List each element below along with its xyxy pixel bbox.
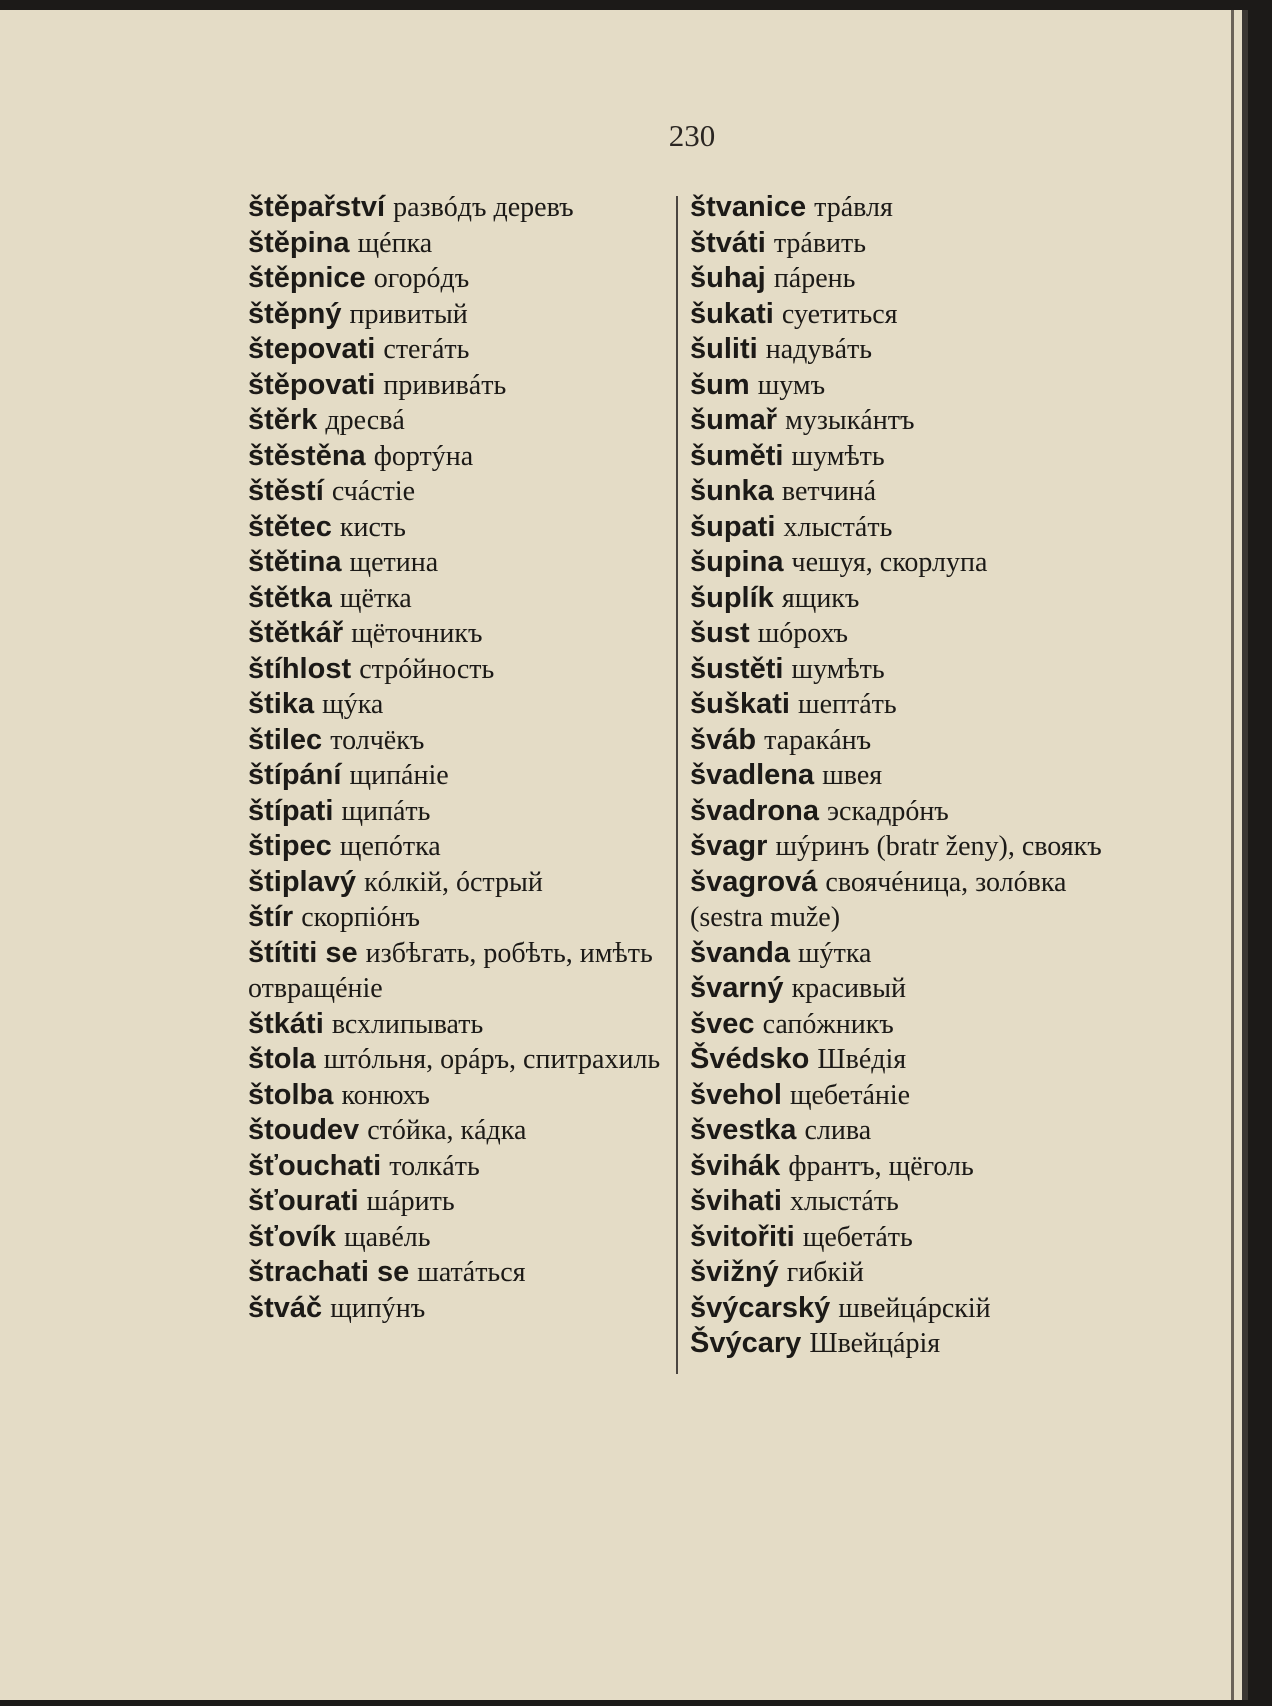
dictionary-entry <box>690 332 1102 368</box>
entry-headword: štrachati se <box>248 1256 410 1288</box>
dictionary-entry <box>248 510 664 546</box>
entry-translation: стóйка, кáдка <box>367 1115 527 1146</box>
dictionary-entry <box>690 1078 1102 1114</box>
entry-translation: развóдъ деревъ <box>393 192 574 223</box>
entry-headword: švestka <box>690 1114 797 1146</box>
dictionary-entry <box>690 403 1102 439</box>
entry-headword: šuměti <box>690 439 784 472</box>
entry-headword: štěpnice <box>248 262 366 294</box>
dictionary-entry <box>248 261 664 297</box>
entry-headword: štípati <box>248 794 334 827</box>
entry-translation: толчёкъ <box>330 724 425 756</box>
entry-headword: Švýcary <box>690 1327 802 1359</box>
entry-headword: štkáti <box>248 1007 324 1040</box>
entry-translation: щетина <box>349 547 439 578</box>
entry-headword: štváč <box>248 1291 323 1324</box>
dictionary-entry <box>248 297 664 333</box>
dictionary-entry <box>248 190 664 226</box>
entry-headword: švadrona <box>690 794 819 827</box>
dictionary-entry <box>248 687 664 723</box>
dictionary-entry <box>248 1042 664 1078</box>
entry-translation: сапóжникъ <box>762 1008 894 1040</box>
entry-translation: кóлкій, óстрый <box>364 866 543 898</box>
entry-headword: Švédsko <box>690 1043 810 1075</box>
entry-translation: музыкáнтъ <box>785 405 915 436</box>
entry-headword: štětec <box>248 510 332 543</box>
dictionary-entry <box>690 226 1102 262</box>
entry-headword: štoudev <box>248 1114 360 1146</box>
dictionary-entry <box>690 581 1102 617</box>
dictionary-entry <box>248 865 664 901</box>
entry-translation: огорóдъ <box>373 263 470 294</box>
entry-translation: щипáніе <box>349 760 449 791</box>
entry-translation: трáвить <box>773 227 867 259</box>
entry-translation: стегáть <box>383 334 470 365</box>
entry-translation: своячéница, золóвка (sestra muže) <box>690 866 1067 933</box>
entry-headword: šust <box>690 617 750 649</box>
dictionary-entry <box>248 723 664 759</box>
entry-headword: štilec <box>248 723 323 756</box>
entry-translation: эскадрóнъ <box>827 795 949 827</box>
entry-translation: гибкій <box>786 1257 864 1288</box>
entry-headword: švýcarský <box>690 1291 831 1324</box>
entry-headword: štváti <box>690 226 766 259</box>
entry-headword: švarný <box>690 972 784 1004</box>
entry-translation: щавéль <box>344 1221 431 1253</box>
dictionary-entry <box>690 794 1102 830</box>
dictionary-entry <box>248 545 664 581</box>
dictionary-entry <box>690 439 1102 475</box>
entry-translation: щепóтка <box>339 831 441 862</box>
entry-headword: štětina <box>248 546 342 578</box>
entry-translation: щебетáть <box>802 1221 913 1253</box>
dictionary-entry <box>248 439 664 475</box>
entry-translation: хлыстáть <box>789 1186 899 1217</box>
entry-headword: štětka <box>248 581 332 614</box>
entry-headword: štepovati <box>248 333 376 365</box>
dictionary-entry <box>690 1007 1102 1043</box>
dictionary-entry <box>690 1113 1102 1149</box>
entry-translation: надувáть <box>765 334 873 365</box>
entry-translation: кисть <box>339 511 406 543</box>
entry-translation: ветчинá <box>781 476 877 507</box>
entry-headword: štiplavý <box>248 865 356 898</box>
dictionary-entry <box>690 261 1102 297</box>
entry-translation: шýтка <box>798 937 872 969</box>
entry-translation: шумѣть <box>791 653 885 685</box>
dictionary-entry <box>248 226 664 262</box>
dictionary-entry <box>690 652 1102 688</box>
entry-headword: štolba <box>248 1078 334 1111</box>
dictionary-entry <box>248 794 664 830</box>
dictionary-entry <box>248 900 664 936</box>
entry-headword: štika <box>248 688 315 720</box>
dictionary-entry <box>690 474 1102 510</box>
dictionary-page <box>0 10 1248 1700</box>
entry-headword: štěstěna <box>248 439 366 472</box>
entry-translation: шумѣть <box>791 440 885 472</box>
entry-translation: штóльня, орáръ, спитрахиль <box>323 1044 661 1075</box>
entry-headword: šťourati <box>248 1185 359 1217</box>
dictionary-entry <box>690 723 1102 759</box>
entry-headword: šukati <box>690 297 774 330</box>
dictionary-entry <box>690 971 1102 1007</box>
entry-translation: щýка <box>322 689 384 720</box>
right-column <box>690 190 1102 1362</box>
entry-translation: избѣгать, робѣть, имѣть отвращéніе <box>248 937 653 1004</box>
entry-translation: щебетáніе <box>789 1079 911 1111</box>
dictionary-entry <box>248 332 664 368</box>
dictionary-entry <box>248 616 664 652</box>
dictionary-entry <box>248 581 664 617</box>
entry-headword: štěpný <box>248 297 342 330</box>
entry-translation: дресвá <box>325 405 405 436</box>
dictionary-entry <box>248 1184 664 1220</box>
page-edge-shadow <box>1231 10 1234 1700</box>
page-number: 230 <box>668 118 716 153</box>
dictionary-entry <box>248 1220 664 1256</box>
entry-translation: щéпка <box>357 227 433 259</box>
dictionary-entry <box>248 403 664 439</box>
dictionary-entry <box>690 758 1102 794</box>
dictionary-entry <box>690 687 1102 723</box>
entry-translation: пáрень <box>773 263 856 294</box>
dictionary-entry <box>248 652 664 688</box>
entry-headword: švadlena <box>690 759 815 791</box>
entry-headword: štěpovati <box>248 368 376 401</box>
dictionary-entry <box>690 1291 1102 1327</box>
entry-headword: štěrk <box>248 404 318 436</box>
entry-headword: šunka <box>690 475 774 507</box>
entry-headword: šupina <box>690 546 784 578</box>
dictionary-entry <box>248 1149 664 1185</box>
entry-translation: щётка <box>339 582 412 614</box>
entry-translation: франтъ, щёголь <box>788 1150 974 1182</box>
dictionary-entry <box>248 829 664 865</box>
entry-translation: шóрохъ <box>757 618 848 649</box>
left-column <box>248 190 664 1326</box>
entry-translation: конюхъ <box>341 1079 430 1111</box>
entry-translation: ящикъ <box>781 582 860 614</box>
dictionary-entry <box>690 190 1102 226</box>
entry-headword: šupati <box>690 510 776 543</box>
entry-translation: Швейцáрія <box>809 1328 941 1359</box>
dictionary-entry <box>248 1078 664 1114</box>
entry-translation: таракáнъ <box>764 724 872 756</box>
dictionary-entry <box>690 1220 1102 1256</box>
dictionary-entry <box>690 1149 1102 1185</box>
entry-headword: šumař <box>690 404 778 436</box>
entry-headword: švitořiti <box>690 1220 795 1253</box>
entry-headword: štipec <box>248 830 332 862</box>
dictionary-entry <box>248 1291 664 1327</box>
entry-headword: švagrová <box>690 865 818 898</box>
entry-headword: šťovík <box>248 1220 337 1253</box>
entry-headword: švec <box>690 1007 755 1040</box>
entry-translation: щёточникъ <box>351 618 483 649</box>
dictionary-entry <box>690 1255 1102 1291</box>
dictionary-entry <box>248 1113 664 1149</box>
entry-headword: štěpařství <box>248 191 386 223</box>
entry-headword: štěpina <box>248 226 350 259</box>
dictionary-entry <box>690 829 1102 865</box>
entry-headword: šuhaj <box>690 262 766 294</box>
entry-headword: šváb <box>690 723 757 756</box>
dictionary-entry <box>690 510 1102 546</box>
entry-headword: šum <box>690 368 750 401</box>
dictionary-entry <box>690 368 1102 404</box>
dictionary-entry <box>248 936 664 1007</box>
entry-headword: švihák <box>690 1149 781 1182</box>
column-divider <box>676 196 678 1374</box>
entry-translation: счáстіе <box>331 476 416 507</box>
dictionary-entry <box>248 474 664 510</box>
entry-translation: фортýна <box>373 440 474 472</box>
dictionary-entry <box>690 1326 1102 1362</box>
entry-headword: šuliti <box>690 333 758 365</box>
entry-translation: шептáть <box>798 689 897 720</box>
dictionary-entry <box>248 1255 664 1291</box>
entry-translation: всхлипывать <box>331 1008 484 1040</box>
entry-headword: štola <box>248 1043 316 1075</box>
entry-headword: štětkář <box>248 617 344 649</box>
entry-headword: šuškati <box>690 688 790 720</box>
dictionary-entry <box>690 297 1102 333</box>
entry-translation: Швéдія <box>817 1044 907 1075</box>
dictionary-entry <box>248 368 664 404</box>
entry-translation: суетиться <box>781 298 898 330</box>
entry-translation: шатáться <box>417 1257 526 1288</box>
entry-translation: шáрить <box>366 1186 455 1217</box>
entry-headword: šustěti <box>690 652 784 685</box>
entry-translation: привитый <box>349 298 468 330</box>
entry-translation: хлыстáть <box>783 511 893 543</box>
entry-headword: štěstí <box>248 475 324 507</box>
entry-headword: švehol <box>690 1078 782 1111</box>
dictionary-entry <box>690 936 1102 972</box>
entry-headword: štípání <box>248 759 342 791</box>
entry-headword: štvanice <box>690 191 807 223</box>
entry-translation: чешуя, скорлупа <box>791 547 988 578</box>
entry-translation: скорпіóнъ <box>301 902 421 933</box>
dictionary-entry <box>690 1184 1102 1220</box>
entry-translation: слива <box>804 1115 872 1146</box>
dictionary-entry <box>690 545 1102 581</box>
entry-headword: štítiti se <box>248 936 358 969</box>
entry-translation: шýринъ (bratr ženy), своякъ <box>775 831 1102 862</box>
entry-translation: швея <box>822 760 883 791</box>
entry-translation: щипáть <box>341 795 431 827</box>
entry-translation: щипýнъ <box>330 1292 426 1324</box>
entry-headword: švagr <box>690 830 768 862</box>
entry-translation: красивый <box>791 973 907 1004</box>
dictionary-entry <box>248 758 664 794</box>
entry-translation: трáвля <box>814 192 893 223</box>
entry-headword: švižný <box>690 1256 779 1288</box>
entry-translation: шумъ <box>757 369 826 401</box>
entry-headword: švihati <box>690 1185 782 1217</box>
entry-translation: толкáть <box>389 1150 480 1182</box>
entry-translation: стрóйность <box>359 653 495 685</box>
dictionary-entry <box>248 1007 664 1043</box>
entry-headword: švanda <box>690 936 790 969</box>
dictionary-entry <box>690 1042 1102 1078</box>
entry-headword: šťouchati <box>248 1149 382 1182</box>
dictionary-entry <box>690 616 1102 652</box>
entry-headword: štír <box>248 901 294 933</box>
entry-translation: швейцáрскій <box>838 1292 991 1324</box>
entry-headword: šuplík <box>690 581 774 614</box>
entry-translation: прививáть <box>383 369 507 401</box>
dictionary-entry <box>690 865 1102 936</box>
entry-headword: štíhlost <box>248 652 352 685</box>
